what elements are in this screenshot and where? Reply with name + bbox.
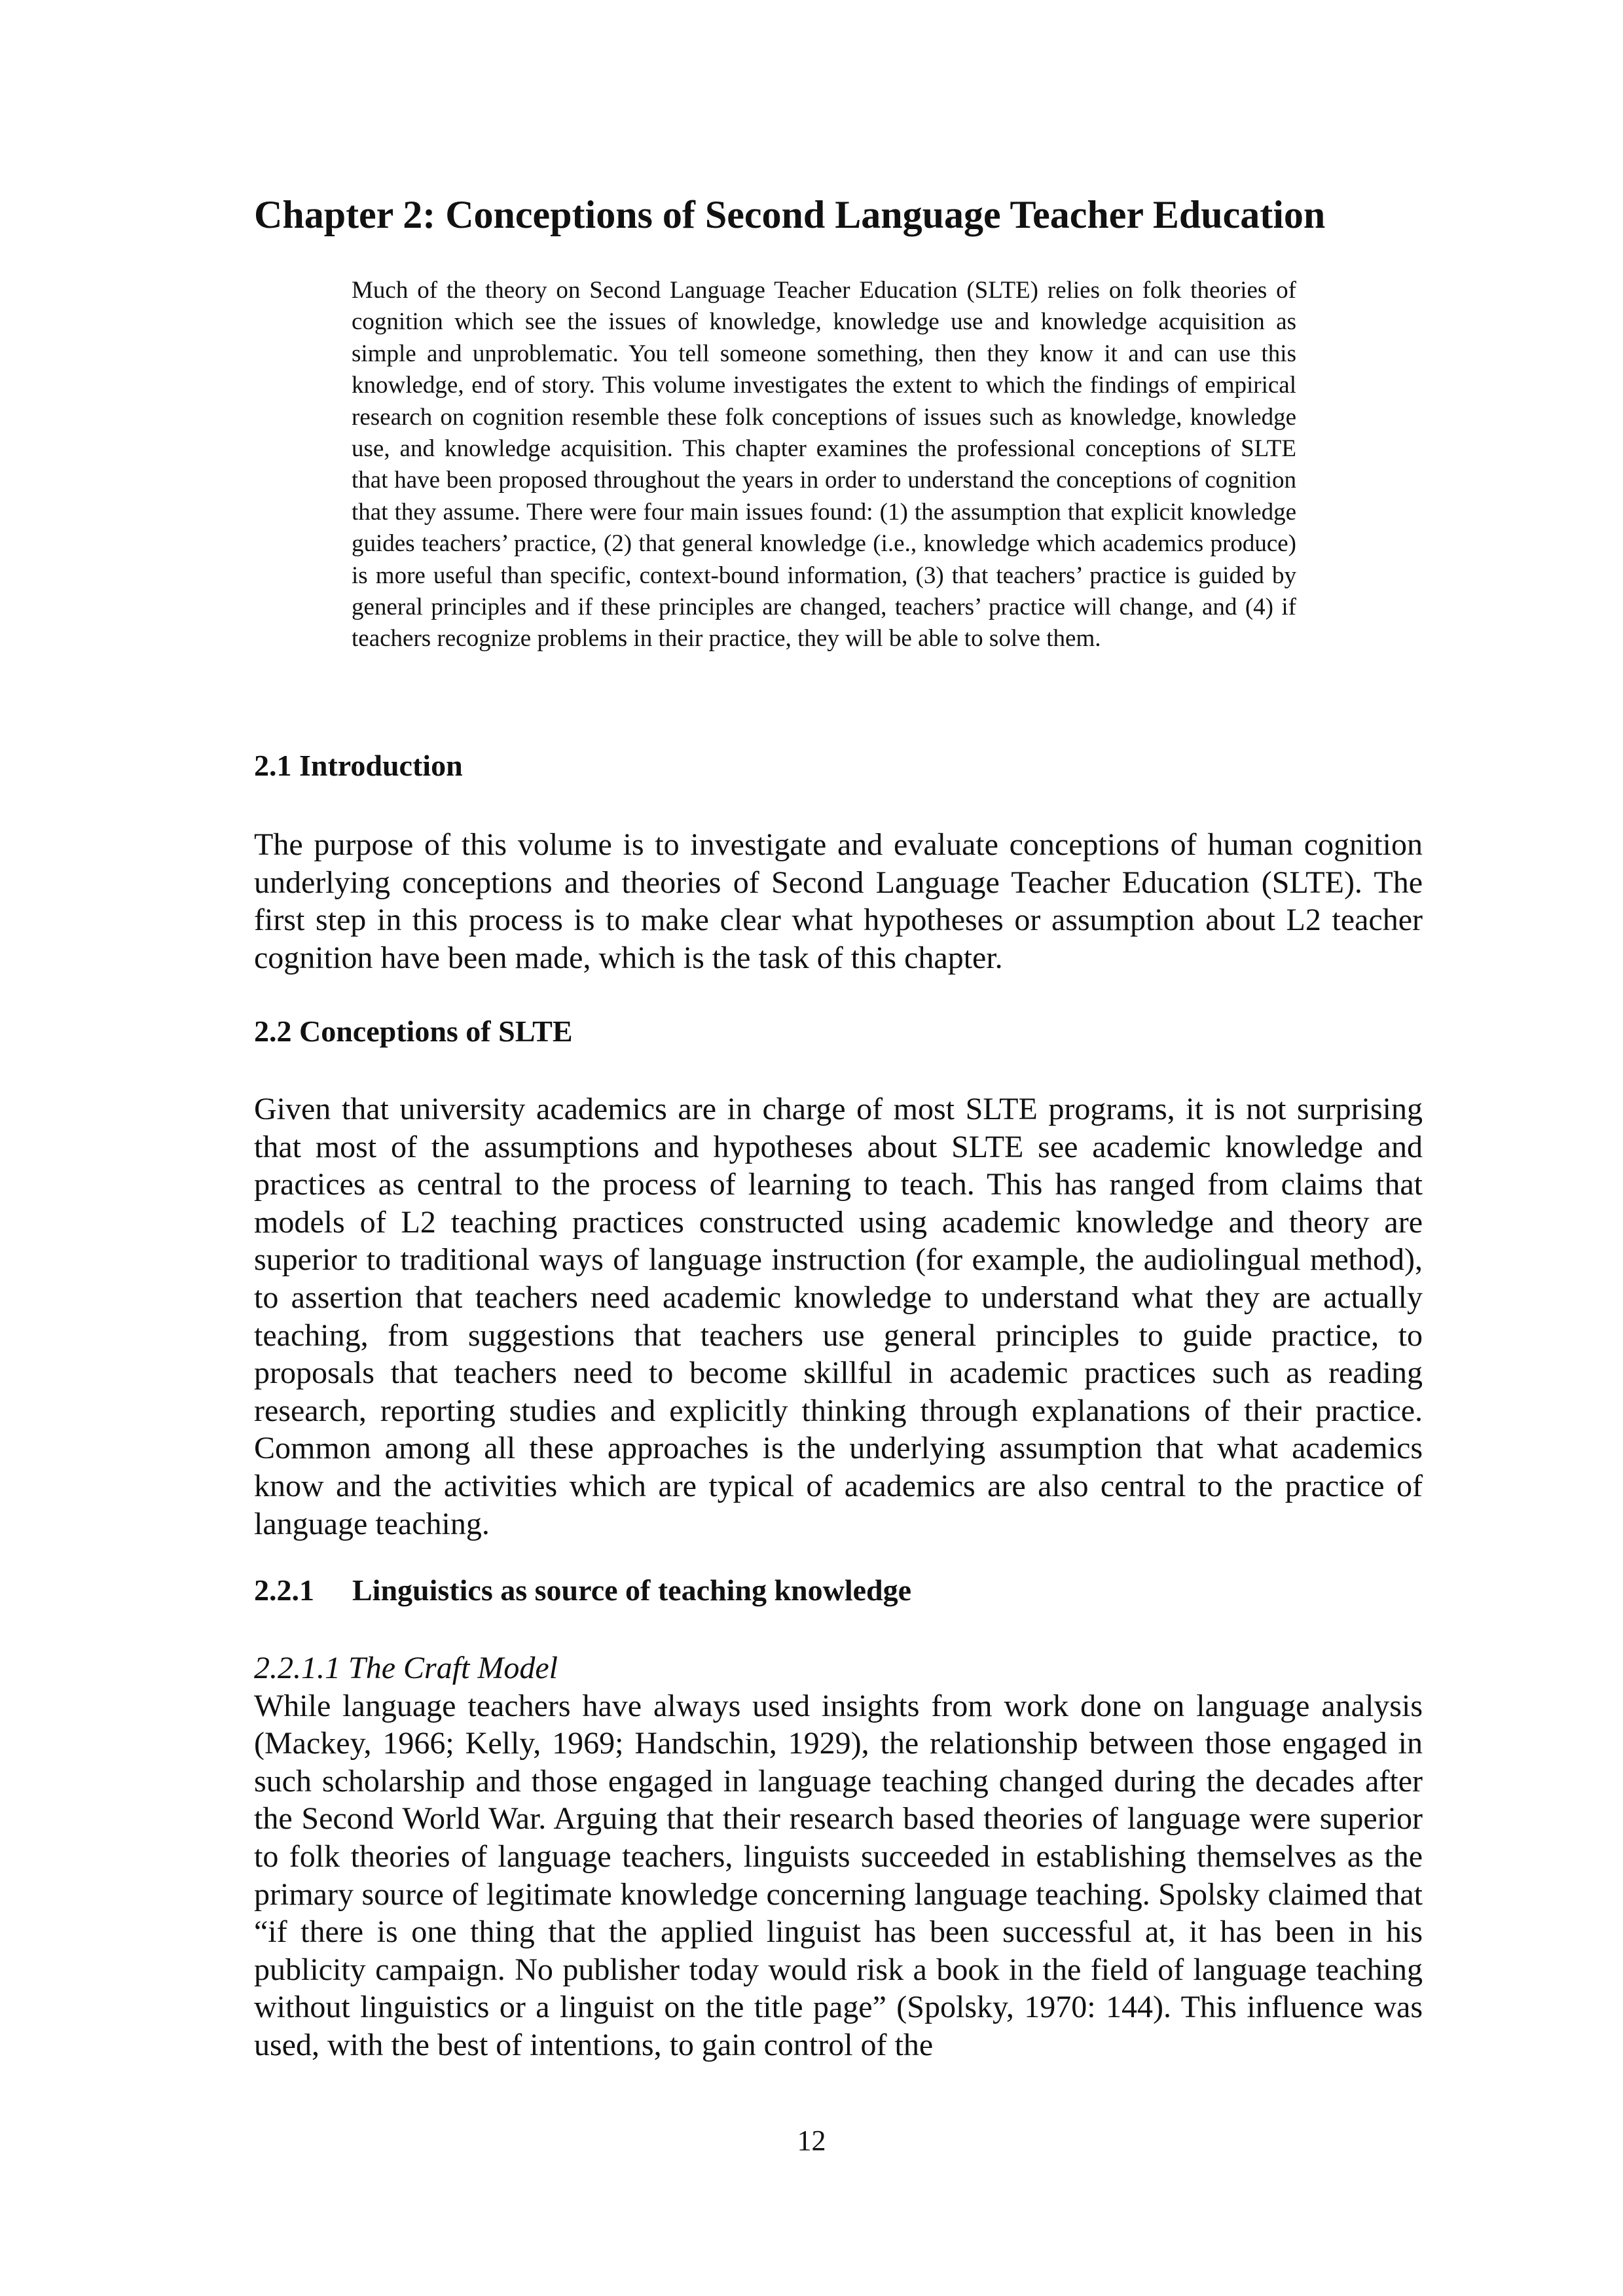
chapter-abstract: Much of the theory on Second Language Teacher Education (SLTE) relies on folk theories of cognition which see the issues of knowledge, knowledge use and knowledge acquisition as simple and unproblematic. You tell someone something, then they know it and can use this knowledge, end of story. This volume investigates the extent to which the findings of empirical research on cognition resemble these folk conceptions of issues such as knowledge, knowledge use, and knowledge acquisition. This chapter examines the professional conceptions of SLTE that have been proposed throughout the years in order to understand the conceptions of cognition that they assume. There were four main issues found: (1) the assumption that explicit knowledge guides teachers’ practice, (2) that general knowledge (i.e., knowledge which academics produce) is more useful than specific, context-bound information, (3) that teachers’ practice is guided by general principles and if these principles are changed, teachers’ practice will change, and (4) if teachers recognize problems in their practice, they will be able to solve them. bbox=[352, 277, 1296, 653]
section-heading-linguistics bbox=[254, 1572, 911, 1608]
section-text-conceptions: Given that university academics are in charge of most SLTE programs, it is not surprising that most of the assumptions and hypotheses about SLTE see academic knowledge and practices as central to the process of learning to teach. This has ranged from claims that models of L2 teaching practices constructed using academic knowledge and theory are superior to traditional ways of language instruction (for example, the audiolingual method), to assertion that teachers need academic knowledge to understand what they are actually teaching, from suggestions that teachers use general principles to guide practice, to proposals that teachers need to become skillful in academic practices such as reading research, reporting studies and explicitly thinking through explanations of their practice. Common among all these approaches is the underlying assumption that what academics know and the activities which are typical of academics are also central to the practice of language teaching. bbox=[254, 1092, 1423, 1541]
section-heading-introduction: 2.1 Introduction bbox=[254, 749, 463, 782]
subsection-text: While language teachers have always used insights from work done on language analysis (Mackey, 1966; Kelly, 1969; Handschin, 1929), the relationship between those engaged in such scholarship and those engaged in language teaching changed during the decades after the Second World War. Arguing that their research based theories of language were superior to folk theories of language teachers, linguists succeeded in establishing themselves as the primary source of legitimate knowledge concerning language teaching. Spolsky claimed that “if there is one thing that the applied linguist has been successful at, it has been in his publicity campaign. No publisher today would risk a book in the field of language teaching without linguistics or a linguist on the title page” (Spolsky, 1970: 144). This influence was used, with the best of intentions, to gain control of the bbox=[254, 1688, 1423, 2062]
section-number: 2.2.1 bbox=[254, 1573, 314, 1607]
section-text-introduction: The purpose of this volume is to investigate and evaluate conceptions of human cognition underlying conceptions and theories of Second Language Teacher Education (SLTE). The first step in this process is to make clear what hypotheses or assumption about L2 teacher cognition have been made, which is the task of this chapter. bbox=[254, 827, 1423, 975]
chapter-title: Chapter 2: Conceptions of Second Language Teacher Education bbox=[254, 193, 1326, 236]
section-heading-text: Linguistics as source of teaching knowledge bbox=[352, 1573, 912, 1607]
subsection-craft-model bbox=[254, 1649, 1423, 2064]
section-heading-conceptions: 2.2 Conceptions of SLTE bbox=[254, 1014, 573, 1048]
subsection-title: 2.2.1.1 The Craft Model bbox=[254, 1651, 558, 1685]
page-number: 12 bbox=[797, 2125, 826, 2157]
